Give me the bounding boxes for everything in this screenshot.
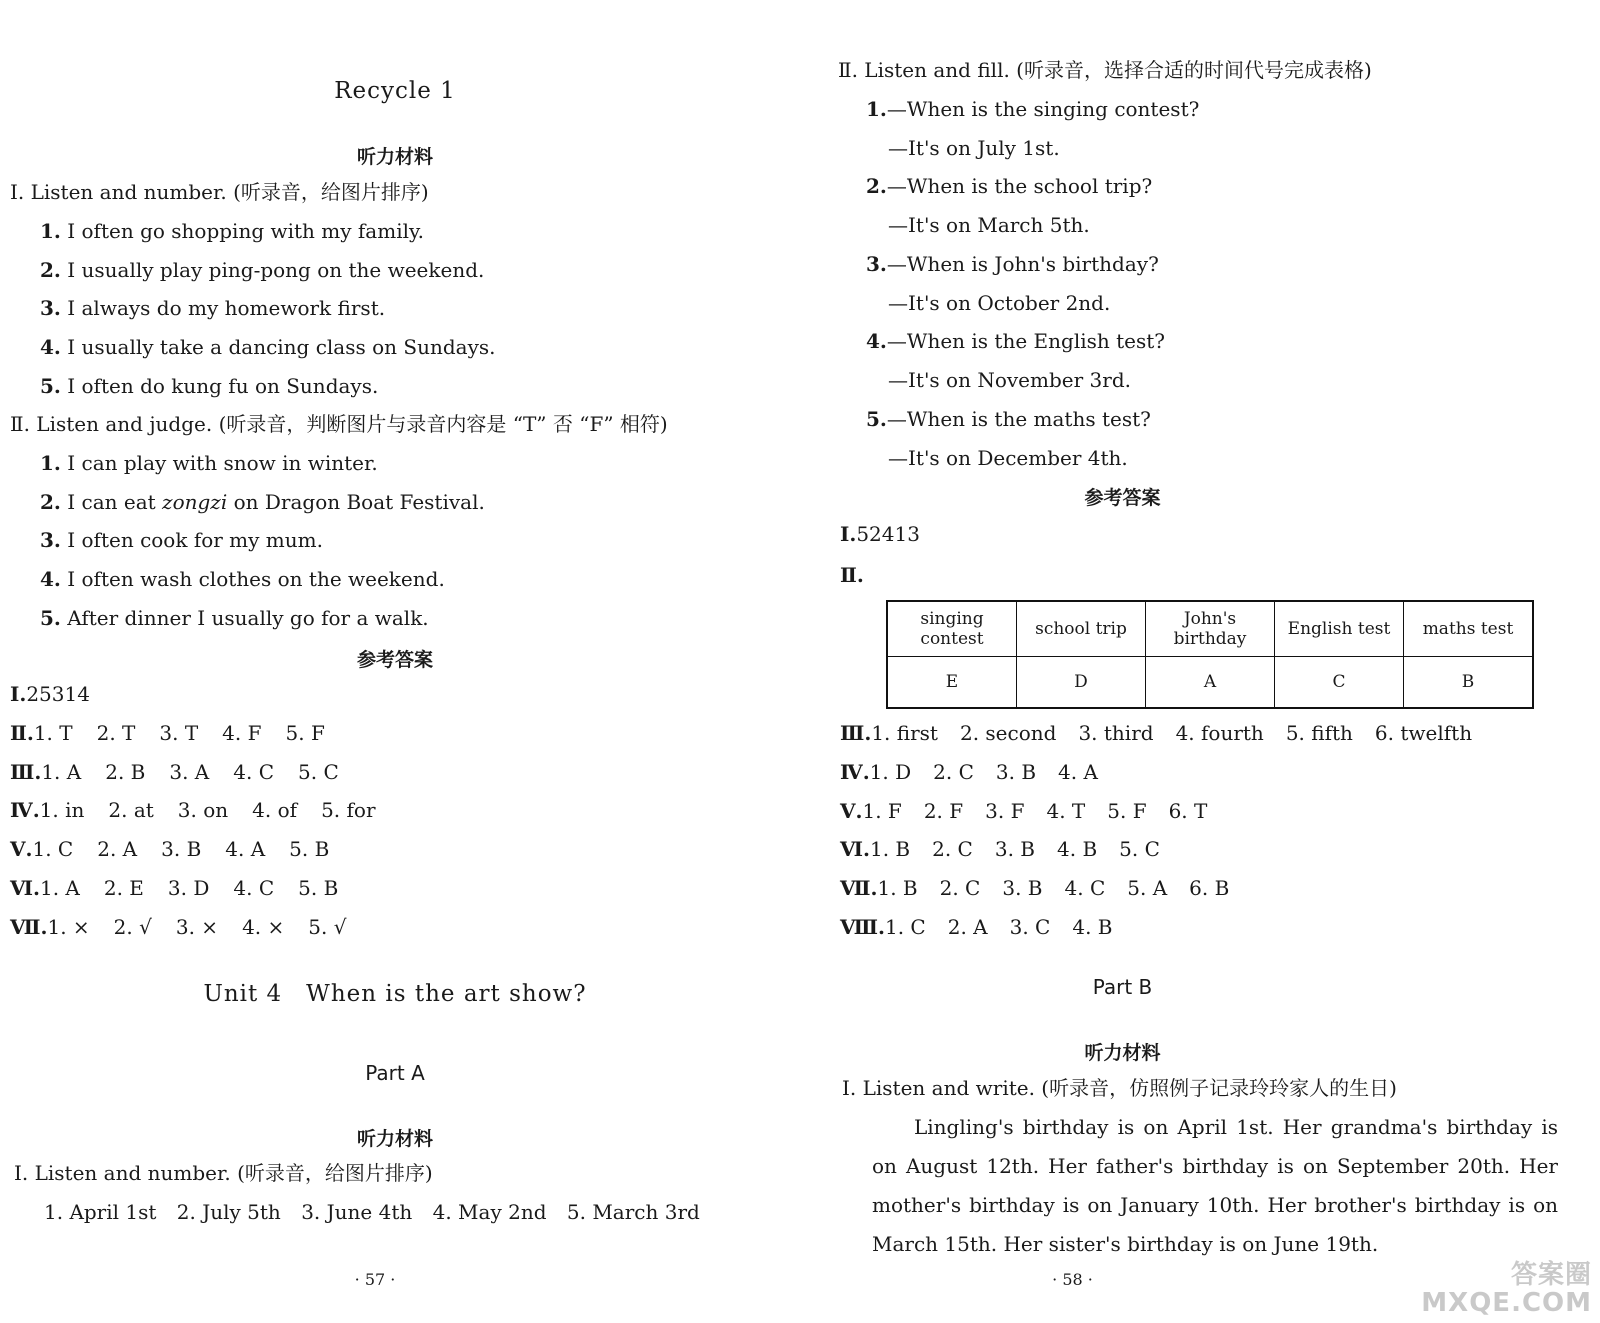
answer-item: 2. A [97, 837, 138, 862]
part-b-title: Part B [1092, 975, 1153, 999]
answer-item: 3. D [167, 876, 210, 900]
answer-item: 1. first [871, 721, 938, 745]
answer-item: 2. C [939, 876, 981, 901]
answer-row [10, 758, 339, 786]
answer-item: 2. B [105, 759, 146, 784]
dialog-question: 5.—When is the maths test? [866, 406, 1151, 431]
answer-row: Ⅰ.52413 [840, 522, 920, 546]
answer-item: 3. T [159, 720, 199, 745]
listening-heading: 听力材料 [356, 146, 433, 168]
section-2-heading: Ⅱ. Listen and judge. (听录音，判断图片与录音内容是 “T” 否 “F” 相符) [10, 412, 668, 436]
answer-row [840, 797, 1207, 825]
answer-label: Ⅲ. [10, 759, 42, 784]
list-item: 3. I always do my homework first. [40, 296, 386, 320]
table-cell: E [887, 657, 1017, 709]
answer-item: 1. T [33, 720, 73, 745]
table-cell: B [1404, 657, 1534, 709]
dialog-question: 1.—When is the singing contest? [866, 97, 1200, 121]
answer-item: 3. B [1002, 876, 1043, 901]
answer-item: 5. C [1119, 837, 1160, 862]
list-item: 1. I can play with snow in winter. [40, 451, 378, 475]
answer-label: Ⅶ. [10, 914, 48, 939]
answer-item: 5. fifth [1285, 721, 1353, 745]
table-header: English test [1275, 601, 1404, 657]
answer-item: 1. A [39, 876, 80, 900]
answer-item: 5. A [1127, 876, 1168, 901]
answer-label: Ⅳ. [10, 798, 40, 823]
section-1-heading: Ⅰ. Listen and write. (听录音，仿照例子记录玲玲家人的生日) [842, 1076, 1397, 1100]
answer-item: 1. A [41, 759, 82, 784]
answer-item: 5. C [298, 759, 339, 784]
answer-label: Ⅵ. [840, 837, 870, 862]
answer-item: 3. C [1009, 915, 1051, 939]
table-header: singing contest [887, 601, 1017, 657]
answers-heading: 参考答案 [1084, 487, 1161, 509]
answer-item: 6. B [1189, 876, 1230, 901]
answer-item: 5. for [321, 798, 376, 823]
answer-item: 1. C [884, 915, 926, 939]
answer-item: 3. B [161, 837, 202, 862]
part-a-title: Part A [365, 1061, 425, 1085]
listening-heading-2: 听力材料 [356, 1128, 433, 1150]
answer-item: 4. C [233, 759, 274, 784]
answer-item: 1. × [47, 914, 90, 939]
table-cell: A [1146, 657, 1275, 709]
answer-item: 2. at [108, 798, 154, 823]
page-number: · 57 · [354, 1270, 396, 1289]
answer-item: 5. F [1107, 798, 1147, 823]
section-3-heading: Ⅰ. Listen and number. (听录音，给图片排序) [14, 1161, 433, 1185]
watermark-logo: 答案圈 MXQE.COM [1421, 1260, 1592, 1318]
answer-item: 1. B [877, 876, 918, 901]
answer-item: 2. C [932, 837, 973, 862]
answer-table [886, 600, 1534, 709]
answer-item: 4. T [1046, 798, 1086, 823]
answer-item: 5. F [285, 720, 325, 745]
answer-item: 4. × [242, 914, 285, 939]
answer-label: Ⅲ. [840, 721, 872, 745]
recycle-title: Recycle 1 [334, 78, 456, 104]
answer-label: Ⅳ. [840, 759, 870, 784]
list-item: 2. I can eat zongzi on Dragon Boat Festival. [40, 490, 485, 514]
answer-row: Ⅱ. [840, 563, 864, 587]
dialog-question: 3.—When is John's birthday? [866, 251, 1159, 276]
answer-row [840, 719, 1472, 747]
answer-item: 5. √ [308, 914, 347, 939]
dialog-answer: —It's on December 4th. [888, 445, 1128, 470]
answer-item: 3. × [175, 914, 219, 939]
answer-item: 1. D [869, 759, 912, 784]
list-item: 2. I usually play ping-pong on the weekend. [40, 258, 485, 282]
answer-item: 1. B [869, 837, 911, 862]
date-list: 1. April 1st 2. July 5th 3. June 4th 4. May 2nd 5. March 3rd [44, 1200, 700, 1224]
list-item: 1. I often go shopping with my family. [40, 219, 424, 243]
answer-item: 4. fourth [1175, 721, 1264, 745]
list-item: 4. I often wash clothes on the weekend. [40, 567, 445, 591]
list-item: 5. After dinner I usually go for a walk. [40, 606, 429, 630]
dialog-answer: —It's on July 1st. [888, 136, 1060, 160]
answer-label: Ⅴ. [10, 837, 33, 862]
table-header: school trip [1017, 601, 1146, 657]
answer-row [10, 680, 90, 708]
dialog-question: 4.—When is the English test? [866, 329, 1166, 354]
answer-item: 1. C [32, 837, 74, 862]
section-2-heading: Ⅱ. Listen and fill. (听录音，选择合适的时间代号完成表格) [838, 58, 1372, 82]
page-number: · 58 · [1052, 1270, 1093, 1289]
answer-item: 2. √ [113, 914, 152, 939]
answer-label: Ⅶ. [840, 876, 878, 901]
answer-item: 1. in [39, 798, 85, 823]
answer-item: 5. B [298, 876, 339, 900]
answer-row [840, 874, 1229, 902]
answer-item: 4. F [222, 720, 262, 745]
answer-label: Ⅱ. [10, 720, 34, 745]
birthday-paragraph: Lingling's birthday is on April 1st. Her grandma's birthday is on August 12th. Her father's birthday is on September 20th. Her mother's birthday is on January 10th. Her brother's birthday is on March 15th. Her sister's birthday is on June 19th. [872, 1115, 1558, 1256]
answer-item: 4. C [233, 876, 275, 900]
answer-label: Ⅵ. [10, 876, 40, 900]
table-cell: C [1275, 657, 1404, 709]
answer-item: 2. E [103, 876, 144, 900]
answer-item: 4. A [1058, 759, 1098, 784]
answer-row [840, 913, 1113, 941]
answer-item: 3. A [169, 759, 210, 784]
answer-item: 2. second [959, 721, 1057, 745]
answer-row [10, 796, 376, 824]
answer-item: 4. C [1064, 876, 1106, 901]
answer-item: 4. B [1072, 915, 1113, 939]
answer-row [10, 913, 346, 941]
answer-item: 2. F [923, 798, 964, 823]
answer-item: 6. T [1168, 798, 1208, 823]
listening-heading: 听力材料 [1084, 1042, 1161, 1064]
answer-item: 2. C [933, 759, 974, 784]
answer-item: 4. of [252, 798, 298, 823]
answer-item: 3. third [1078, 721, 1154, 745]
table-header: John's birthday [1146, 601, 1275, 657]
unit-title: Unit 4 When is the art show? [203, 981, 587, 1007]
dialog-answer: —It's on March 5th. [888, 213, 1090, 238]
answer-item: 5. B [289, 837, 330, 862]
answer-row [10, 835, 329, 863]
list-item: 3. I often cook for my mum. [40, 528, 323, 552]
answer-item: 2. T [96, 720, 136, 745]
answer-item: 3. B [995, 759, 1037, 784]
answer-item: 25314 [26, 682, 90, 706]
answers-heading: 参考答案 [356, 649, 433, 671]
list-item: 4. I usually take a dancing class on Sundays. [40, 335, 496, 359]
answer-item: 4. A [225, 837, 266, 862]
dialog-answer: —It's on October 2nd. [888, 290, 1111, 315]
table-cell: D [1017, 657, 1146, 709]
section-1-heading: Ⅰ. Listen and number. (听录音，给图片排序) [10, 180, 429, 204]
answer-item: 1. F [862, 798, 902, 823]
answer-item: 3. F [985, 798, 1025, 823]
answer-row [10, 874, 338, 902]
dialog-answer: —It's on November 3rd. [888, 368, 1131, 393]
answer-row [10, 719, 325, 747]
answer-item: 4. B [1057, 837, 1098, 862]
list-item: 5. I often do kung fu on Sundays. [40, 374, 379, 398]
answer-row [840, 835, 1160, 863]
dialog-question: 2.—When is the school trip? [866, 174, 1153, 199]
answer-row [840, 758, 1098, 786]
answer-item: 3. B [994, 837, 1035, 862]
answer-item: 6. twelfth [1374, 721, 1473, 745]
answer-label: Ⅰ. [10, 682, 27, 706]
answer-item: 2. A [947, 915, 988, 939]
answer-label: Ⅴ. [840, 798, 863, 823]
answer-item: 3. on [177, 798, 229, 823]
table-header: maths test [1404, 601, 1534, 657]
answer-label: Ⅷ. [840, 915, 885, 939]
